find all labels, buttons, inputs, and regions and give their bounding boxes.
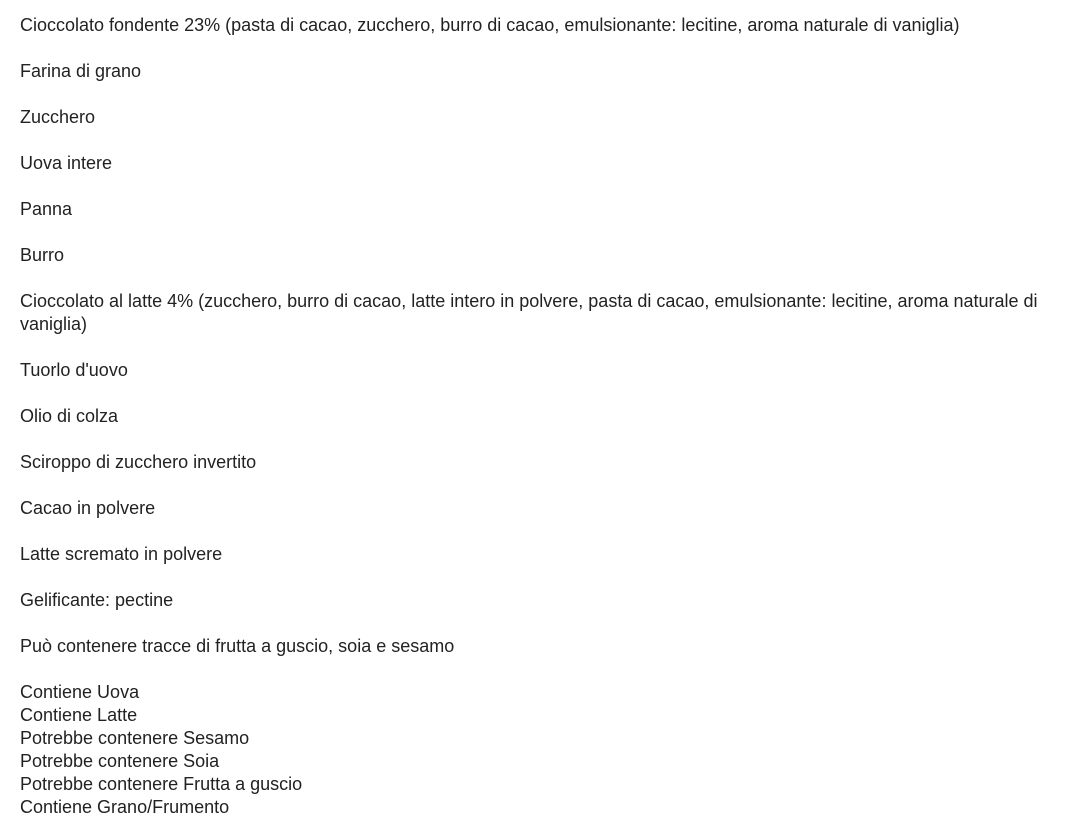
ingredient-dark-chocolate: Cioccolato fondente 23% (pasta di cacao, zucchero, burro di cacao, emulsionante: lecitine, aroma naturale di vaniglia) bbox=[20, 15, 960, 35]
allergen-item: Contiene Uova bbox=[20, 682, 140, 702]
ingredient-cream: Panna bbox=[20, 199, 73, 219]
ingredient-skimmed-milk-powder: Latte scremato in polvere bbox=[20, 544, 223, 564]
ingredient-gelling-agent: Gelificante: pectine bbox=[20, 590, 174, 610]
ingredient-butter: Burro bbox=[20, 245, 65, 265]
allergen-item: Potrebbe contenere Sesamo bbox=[20, 728, 250, 748]
ingredient-invert-sugar-syrup: Sciroppo di zucchero invertito bbox=[20, 452, 257, 472]
ingredient-milk-chocolate: Cioccolato al latte 4% (zucchero, burro di cacao, latte intero in polvere, pasta di cacao, emulsionante: lecitine, aroma naturale di vaniglia) bbox=[20, 291, 1038, 334]
ingredient-traces-warning: Può contenere tracce di frutta a guscio, soia e sesamo bbox=[20, 636, 455, 656]
ingredient-wheat-flour: Farina di grano bbox=[20, 61, 142, 81]
ingredient-sugar: Zucchero bbox=[20, 107, 96, 127]
allergen-item: Potrebbe contenere Frutta a guscio bbox=[20, 774, 303, 794]
allergen-item: Contiene Grano/Frumento bbox=[20, 797, 230, 817]
ingredient-cocoa-powder: Cacao in polvere bbox=[20, 498, 156, 518]
allergen-item: Potrebbe contenere Soia bbox=[20, 751, 220, 771]
allergens-list bbox=[20, 681, 1079, 819]
ingredient-rapeseed-oil: Olio di colza bbox=[20, 406, 119, 426]
allergen-item: Contiene Latte bbox=[20, 705, 138, 725]
ingredient-egg-yolk: Tuorlo d'uovo bbox=[20, 360, 128, 380]
ingredient-whole-eggs: Uova intere bbox=[20, 153, 113, 173]
